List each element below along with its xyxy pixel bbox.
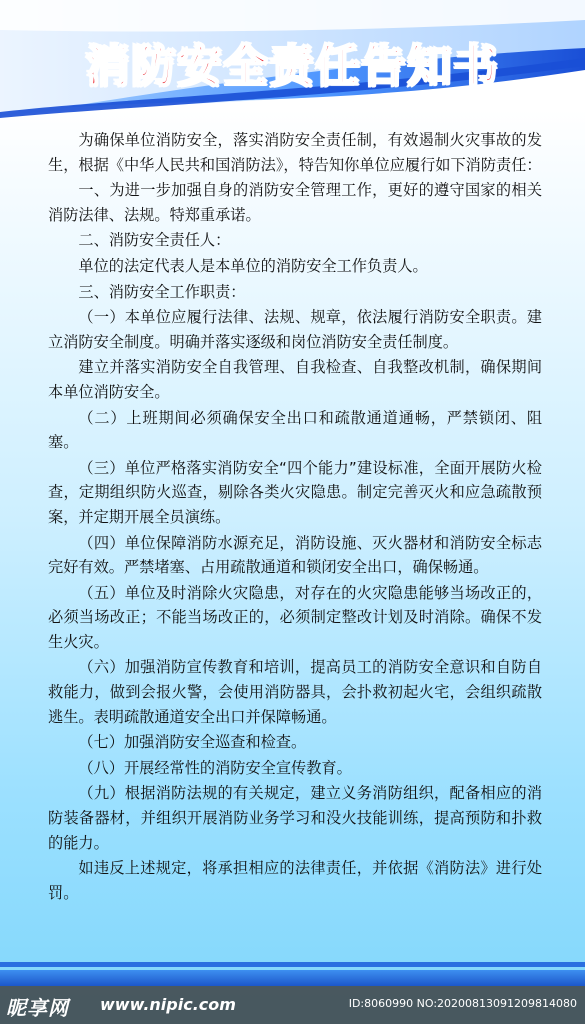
- paragraph-item-2-heading: 二、消防安全责任人：: [78, 231, 231, 250]
- paragraph-duty-1-cont: 建立并落实消防安全自我管理、自我检查、自我整改机制，确保期间本单位消防安全。: [48, 358, 542, 401]
- paragraph-item-2-body: 单位的法定代表人是本单位的消防安全工作负责人。: [78, 256, 428, 275]
- paragraph-duty-5: （五）单位及时消除火灾隐患，对存在的火灾隐患能够当场改正的，必须当场改正；不能当场改正的，必须制定整改计划及时消除。确保不发生火灾。: [48, 583, 542, 651]
- paragraph-duty-7: （七）加强消防安全巡查和检查。: [78, 733, 307, 752]
- footer-stripe: [0, 962, 585, 967]
- paragraph-closing: 如违反上述规定，将承担相应的法律责任，并依据《消防法》进行处罚。: [48, 859, 542, 902]
- paragraph-duty-3: （三）单位严格落实消防安全“四个能力”建设标准，全面开展防火检查，定期组织防火巡查，剔除各类火灾隐患。制定完善灭火和应急疏散预案，并定期开展全员演练。: [48, 458, 542, 526]
- paragraph-duty-4: （四）单位保障消防水源充足，消防设施、灭火器材和消防安全标志完好有效。严禁堵塞、占用疏散通道和锁闭安全出口，确保畅通。: [48, 533, 542, 577]
- watermark-logo: 昵享网: [6, 996, 69, 1020]
- paragraph-duty-6: （六）加强消防宣传教育和培训，提高员工的消防安全意识和自防自救能力，做到会报火警，会使用消防器具，会扑救初起火宅，会组织疏散逃生。表明疏散通道安全出口并保障畅通。: [48, 658, 542, 726]
- page-title: 消防安全责任告知书: [85, 41, 500, 92]
- paragraph-duty-9: （九）根据消防法规的有关规定，建立义务消防组织，配备相应的消防装备器材，并组织开展消防业务学习和没火技能训练，提高预防和扑救的能力。: [48, 784, 542, 852]
- paragraph-duty-1: （一）本单位应履行法律、法规、规章，依法履行消防安全职责。建立消防安全制度。明确并落实逐级和岗位消防安全责任制度。: [48, 308, 542, 351]
- watermark-id: ID:8060990 NO:20200813091209814080: [348, 997, 577, 1010]
- notice-body: [48, 128, 542, 906]
- footer-band: [0, 970, 585, 986]
- paragraph-duty-8: （八）开展经常性的消防安全宣传教育。: [78, 758, 352, 777]
- paragraph-item-3-heading: 三、消防安全工作职责：: [78, 282, 246, 301]
- paragraph-duty-2: （二）上班期间必须确保安全出口和疏散通道通畅，严禁锁闭、阻塞。: [48, 408, 542, 452]
- paragraph-item-1: 一、为进一步加强自身的消防安全管理工作，更好的遵守国家的相关消防法律、法规。特郑重承诺。: [48, 181, 542, 224]
- paragraph-intro: 为确保单位消防安全，落实消防安全责任制，有效遏制火灾事故的发生，根据《中华人民共和国消防法》，特告知你单位应履行如下消防责任：: [48, 131, 542, 174]
- watermark-url: www.nipic.com: [100, 995, 236, 1014]
